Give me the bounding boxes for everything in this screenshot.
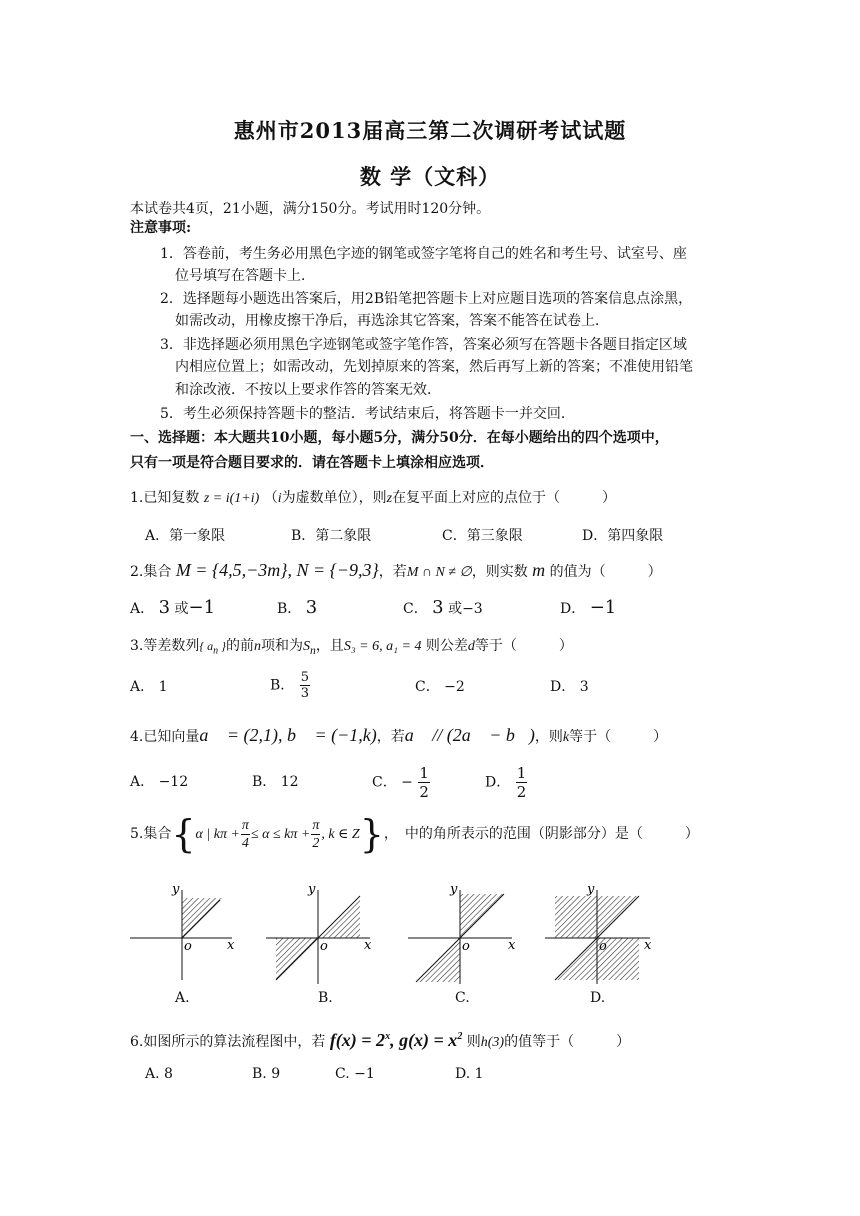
q1-suffix: 在复平面上对应的点位于（ ） [392,490,617,506]
question-2 [130,560,662,583]
q3-option-b [270,670,311,701]
question-5 [130,814,699,855]
figure-d-caption: D. [590,990,606,1006]
q3-seq-open: { a [199,639,214,653]
q4-option-d-den: 2 [516,783,527,801]
q3-seq-close: } [218,639,226,653]
q5-frac1-num: π [241,817,249,833]
q5-left-brace: { [171,812,196,856]
q3-text-mid3: ，且 [315,638,344,654]
q4-option-b-val: 12 [280,774,299,790]
q3-n: n [253,639,261,654]
notes-heading: 注意事项: [130,220,192,236]
q2-condition: M ∩ N ≠ ∅ [406,565,472,580]
q3-text-mid2: 项和为 [260,638,303,654]
note-3-line-3: 和涂改液．不按以上要求作答的答案无效． [175,382,441,398]
figure-b-y-label: y [308,882,316,897]
q1-text-mid2: 为虚数单位），则 [281,490,387,506]
q2-option-b [277,598,317,619]
q5-frac2-num: π [312,817,320,833]
q3-condition: S₃ = 6, a₁ = 4 [343,639,422,654]
q6-prefix: 6.如图所示的算法流程图中，若 [130,1034,326,1050]
q3-option-c-val: −2 [444,679,465,695]
q4-text-mid2: ，则 [534,729,563,745]
q3-option-d-val: 3 [579,679,589,695]
note-1-line-2: 位号填写在答题卡上． [175,268,315,284]
q6-expr-a: f(x) = 2 [329,1030,386,1050]
q2-option-c-val1: 3 [432,597,444,618]
q4-option-a-label: A． [130,774,155,790]
q1-option-d: D．第四象限 [582,528,664,544]
figure-a-x-label: x [227,938,235,953]
q1-text-mid: （ [263,490,278,506]
q4-condition: a⃗ // (2a⃗ − b⃗) [404,725,535,745]
q3-option-c [415,677,465,697]
q5-prefix: 5.集合 [130,826,172,842]
figure-a-caption: A. [175,990,190,1006]
q3-option-a [130,677,168,697]
note-3-line-2: 内相应位置上；如需改动，先划掉原来的答案，然后再写上新的答案；不准使用铅笔 [175,359,693,375]
q4-suffix: 等于（ ） [569,729,668,745]
q5-suffix: ， 中的角所表示的范围（阴影部分）是（ ） [383,826,699,842]
note-2-line-2: 如需改动，用橡皮擦干净后，再选涂其它答案，答案不能答在试卷上． [175,313,609,329]
q3-option-d-label: D． [550,679,576,695]
q2-expression: M = {4,5,−3m}, N = {−9,3} [175,560,379,580]
q4-option-c [372,764,431,801]
q6-exp-2: 2 [457,1031,463,1042]
section-heading-line-1: 一、选择题：本大题共10小题，每小题5分，满分50分．在每小题给出的四个选项中， [130,430,669,446]
q6-text-mid: 则 [466,1034,481,1050]
question-6 [130,1027,630,1053]
q3-option-c-label: C． [415,679,440,695]
q2-option-b-val: 3 [305,597,318,618]
q2-option-a-or: 或 [174,601,189,617]
q6-option-b: B. 9 [252,1066,281,1082]
page-title: 惠州市2013届高三第二次调研考试试题 [233,118,627,143]
page-subtitle: 数 学（文科） [359,164,501,189]
q5-frac2-den: 2 [312,835,320,851]
q2-option-c-or: 或 [448,601,463,617]
q2-option-c-label: C． [403,601,428,617]
q2-option-a [130,598,215,619]
figure-b-caption: B. [318,990,333,1006]
figure-a-origin-label: o [184,939,192,954]
q1-z: z [386,491,393,506]
q2-suffix: 的值为（ ） [549,564,662,580]
q3-text-mid: 的前 [225,638,254,654]
q6-suffix: 的值等于（ ） [504,1034,631,1050]
q4-option-d-fraction [516,764,528,801]
q3-S-sub: n [309,643,316,657]
figure-b [266,882,372,984]
q5-set-part-b: ≤ α ≤ kπ + [250,827,311,842]
figure-b-origin-label: o [320,939,328,954]
figure-c-caption: C. [455,990,470,1006]
note-1-line-1: 1．答卷前，考生务必用黑色字迹的钢笔或签字笔将自己的姓名和考生号、试室号、座 [160,246,687,262]
q4-text-mid: ，若 [376,729,405,745]
q3-option-d [550,677,589,697]
q3-Sn [302,639,316,657]
q4-option-c-num: 1 [419,764,429,782]
q1-option-b: B．第二象限 [291,528,372,544]
q4-option-c-den: 2 [419,783,429,801]
figure-c-origin-label: o [462,939,470,954]
q1-expression: z = i(1+i) [203,491,260,506]
q3-prefix: 3.等差数列 [130,638,200,654]
q3-option-b-num: 5 [300,670,310,685]
q6-exp-x: x [385,1031,391,1042]
q1-option-a: A．第一象限 [145,528,226,544]
q2-option-b-label: B． [277,601,302,617]
q2-option-a-val2: −1 [188,597,216,618]
q3-S: S [302,639,310,654]
q2-option-c [403,598,483,619]
q3-text-mid4: 则公差 [425,638,468,654]
question-4 [130,725,667,748]
q5-set-part-a: α | kπ + [195,827,240,842]
q6-option-a: A. 8 [145,1066,173,1082]
q4-k: k [562,730,570,745]
q2-prefix: 2.集合 [130,564,172,580]
figure-a [130,882,235,980]
q3-d: d [467,639,475,654]
q3-option-b-fraction [300,670,310,701]
figure-c-y-label: y [450,882,458,897]
q6-expr-b: , g(x) = x [390,1030,458,1050]
q4-option-b-label: B． [252,774,277,790]
q6-h: h(3) [480,1035,505,1050]
q4-option-a-val: −12 [158,774,189,790]
q2-option-a-label: A． [130,601,155,617]
q4-prefix: 4.已知向量 [130,729,200,745]
q5-set-part-c: , k ∈ Z [321,827,360,842]
q2-option-d-label: D． [560,601,586,617]
figure-c-x-label: x [508,938,516,953]
note-5-line-1: 5．考生必须保持答题卡的整洁．考试结束后，将答题卡一并交回． [160,406,575,422]
q2-option-a-val1: 3 [158,597,171,618]
note-2-line-1: 2．选择题每小题选出答案后，用2B铅笔把答题卡上对应题目选项的答案信息点涂黑， [160,291,693,307]
figure-d [545,882,652,984]
figure-b-x-label: x [364,938,372,953]
q2-m: m [532,560,546,580]
question-3 [130,636,573,661]
figure-a-y-label: y [172,882,180,897]
q1-prefix: 1.已知复数 [130,490,200,506]
q3-option-b-label: B． [270,677,295,694]
figure-d-y-label: y [587,882,595,897]
q6-option-d: D. 1 [455,1066,484,1082]
q3-sequence [199,639,226,657]
intro-text: 本试卷共4页，21小题，满分150分。考试用时120分钟。 [130,201,491,217]
figure-c [408,882,516,984]
section-heading-line-2: 只有一项是符合题目要求的．请在答题卡上填涂相应选项． [130,455,494,471]
q2-text-mid: ，若 [378,564,407,580]
q4-expression: a⃗ = (2,1), b⃗ = (−1,k) [199,725,377,745]
q4-option-d [485,764,528,801]
q3-option-a-label: A． [130,679,155,695]
q6-option-c: C. −1 [335,1066,375,1082]
question-1 [130,488,616,509]
figure-d-origin-label: o [599,939,607,954]
q2-text-mid2: ，则实数 [471,564,528,580]
q2-option-d [560,598,616,619]
q4-option-d-num: 1 [516,764,527,782]
figure-d-x-label: x [644,938,652,953]
q3-suffix: 等于（ ） [474,638,573,654]
q5-frac-pi-4 [241,817,250,852]
q4-option-c-sign: − [401,774,413,791]
q3-option-a-val: 1 [158,679,168,695]
q4-option-c-label: C． [372,774,397,791]
q4-option-d-label: D． [485,774,511,791]
q1-option-c: C．第三象限 [442,528,523,544]
q6-expression [330,1030,463,1050]
q5-right-brace: } [359,812,384,856]
q5-frac-pi-2 [311,817,320,852]
q4-option-c-fraction [418,764,430,801]
q4-option-b [252,772,299,792]
q5-frac1-den: 4 [241,835,249,851]
q4-option-a [130,772,188,792]
note-3-line-1: 3．非选择题必须用黑色字迹钢笔或签字笔作答，答案必须写在答题卡各题目指定区域 [160,337,687,353]
q1-i: i [277,491,282,506]
q2-option-d-val: −1 [589,597,617,618]
q2-option-c-val2: −3 [462,601,483,617]
q3-option-b-den: 3 [300,686,310,701]
q3-seq-sub: n [213,645,219,657]
